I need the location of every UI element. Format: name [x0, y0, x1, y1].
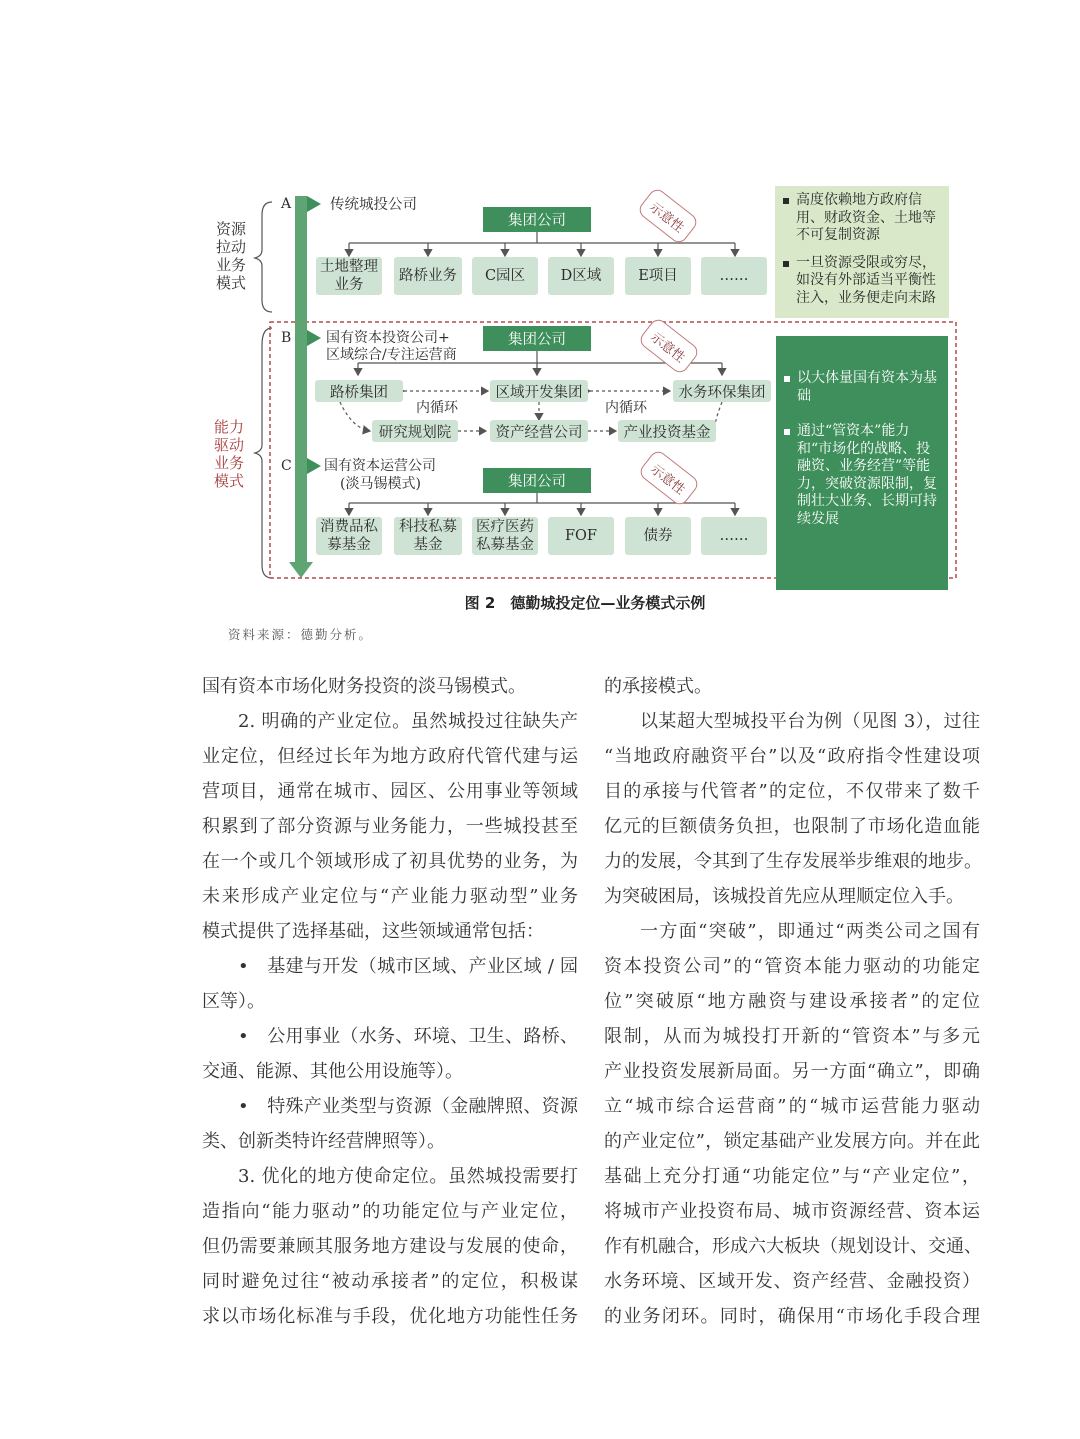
side-label-capability: 能力驱动业务模式 [214, 418, 245, 490]
note-capability-text-2: 通过“管资本”能力和“市场化的战略、投融资、业务经营”等能力，突破资源限制，复制壮大业务、长期可持续发展 [797, 423, 937, 527]
side-label-resource: 资源拉动业务模式 [216, 220, 247, 292]
left-line: • 特殊产业类型与资源（金融牌照、资源 [238, 1096, 578, 1117]
row-b-letter: B [281, 330, 292, 346]
row-a-box-5: E项目 [625, 257, 691, 295]
bullet-square-icon [784, 376, 790, 382]
right-line: “当地政府融资平台”以及“政府指令性建设项 [604, 746, 980, 767]
row-b-stamp: 示意性 [637, 316, 701, 376]
right-line: 立“城市综合运营商”的“城市运营能力驱动 [604, 1096, 980, 1117]
note-resource-text-2: 一旦资源受限或穷尽，如没有外部适当平衡性注入，业务便走向末路 [796, 254, 936, 306]
right-line: 的承接模式。 [604, 676, 712, 697]
row-a-box-1: 土地整理业务 [316, 257, 382, 295]
note-capability-item-1 [784, 370, 940, 405]
note-resource-item-2 [783, 255, 941, 308]
row-c-box-5: 债券 [625, 517, 691, 555]
left-line: 3. 优化的地方使命定位。虽然城投需要打 [238, 1166, 578, 1187]
figure-source: 资料来源：德勤分析。 [228, 627, 374, 642]
right-line: 力的发展，令其到了生存发展举步维艰的地步。 [604, 851, 982, 872]
row-a-box-4: D区域 [548, 257, 614, 295]
row-c-header: 集团公司 [483, 468, 591, 493]
text-column-left [202, 669, 578, 1334]
loop-label-right: 内循环 [605, 400, 647, 416]
bullet-square-icon [784, 429, 790, 435]
row-a-stamp: 示意性 [636, 186, 700, 246]
left-line: 同时避免过往“被动承接者”的定位，积极谋 [202, 1271, 578, 1292]
row-c-title-2: (淡马锡模式) [340, 476, 421, 492]
row-a-box-6: …… [701, 257, 767, 295]
row-a-box-3: C园区 [472, 257, 538, 295]
left-line: 区等）。 [202, 991, 265, 1012]
row-b-title-2: 区域综合/专注运营商 [326, 347, 457, 363]
note-resource-item-1 [783, 192, 941, 245]
right-line: 为突破困局，该城投首先应从理顺定位入手。 [604, 886, 964, 907]
left-line: 营项目，通常在城市、园区、公用事业等领域 [202, 781, 578, 802]
row-c-box-3: 医疗医药私募基金 [472, 517, 538, 555]
left-line: 求以市场化标准与手段，优化地方功能性任务 [202, 1306, 578, 1327]
right-line: 将城市产业投资布局、城市资源经营、资本运 [604, 1201, 980, 1222]
right-line: 目的承接与代管者”的定位，不仅带来了数千 [604, 781, 980, 802]
bullet-square-icon [783, 261, 789, 267]
row-c-box-6: …… [701, 517, 767, 555]
right-line: 资本投资公司”的“管资本能力驱动的功能定 [604, 956, 980, 977]
brace-top [255, 202, 272, 312]
node-industry-fund: 产业投资基金 [618, 420, 716, 442]
row-c-box-1: 消费品私募基金 [316, 517, 382, 555]
left-line: 积累到了部分资源与业务能力，一些城投甚至 [202, 816, 578, 837]
left-line: 造指向“能力驱动”的功能定位与产业定位， [202, 1201, 578, 1222]
node-research: 研究规划院 [372, 420, 458, 442]
right-line: 的产业定位”，锁定基础产业发展方向。并在此 [604, 1131, 980, 1152]
left-line: 未来形成产业定位与“产业能力驱动型”业务 [202, 886, 578, 907]
note-resource-text-1: 高度依赖地方政府信用、财政资金、土地等不可复制资源 [796, 192, 936, 243]
right-line: 位”突破原“地方融资与建设承接者”的定位 [604, 991, 980, 1012]
row-a-title: 传统城投公司 [330, 197, 417, 213]
row-b-header: 集团公司 [483, 326, 591, 351]
loop-label-left: 内循环 [416, 400, 458, 416]
right-line: 水务环境、区域开发、资产经营、金融投资） [604, 1271, 980, 1292]
left-line: 2. 明确的产业定位。虽然城投过往缺失产 [238, 711, 578, 732]
note-capability-item-2 [784, 423, 940, 528]
right-line: 一方面“突破”，即通过“两类公司之国有 [640, 921, 980, 942]
right-line: 亿元的巨额债务负担，也限制了市场化造血能 [604, 816, 980, 837]
note-capability [776, 336, 948, 590]
left-line: 业定位，但经过长年为地方政府代管代建与运 [202, 746, 578, 767]
bullet-square-icon [783, 198, 789, 204]
right-line: 基础上充分打通“功能定位”与“产业定位”， [604, 1166, 980, 1187]
row-a-header: 集团公司 [483, 207, 591, 232]
node-bridge-group: 路桥集团 [315, 380, 403, 402]
row-a-letter: A [281, 196, 292, 212]
right-line: 以某超大型城投平台为例（见图 3），过往 [640, 711, 980, 732]
row-c-box-4: FOF [548, 517, 614, 555]
left-line: 国有资本市场化财务投资的淡马锡模式。 [202, 676, 526, 697]
row-a-box-2: 路桥业务 [394, 257, 462, 295]
right-line: 产业投资发展新局面。另一方面“确立”，即确 [604, 1061, 980, 1082]
node-water-env: 水务环保集团 [673, 380, 771, 402]
node-regional-dev: 区域开发集团 [490, 380, 588, 402]
note-capability-text-1: 以大体量国有资本为基础 [797, 370, 937, 404]
left-line: 在一个或几个领域形成了初具优势的业务，为 [202, 851, 578, 872]
row-c-stamp: 示意性 [637, 448, 701, 508]
row-b-title-1: 国有资本投资公司+ [326, 330, 450, 346]
row-c-box-2: 科技私募基金 [394, 517, 462, 555]
left-line: 交通、能源、其他公用设施等）。 [202, 1061, 463, 1082]
row-c-title-1: 国有资本运营公司 [324, 458, 436, 474]
left-line: • 公用事业（水务、环境、卫生、路桥、 [238, 1026, 578, 1047]
left-line: • 基建与开发（城市区域、产业区域 / 园 [238, 956, 578, 977]
figure-caption: 图 2 德勤城投定位—业务模式示例 [464, 594, 706, 612]
right-line: 作有机融合，形成六大板块（规划设计、交通、 [604, 1236, 982, 1257]
node-asset-mgmt: 资产经营公司 [490, 420, 588, 442]
row-c-letter: C [281, 458, 292, 474]
left-line: 但仍需要兼顾其服务地方建设与发展的使命， [202, 1236, 578, 1257]
left-line: 模式提供了选择基础，这些领域通常包括： [202, 921, 544, 942]
text-column-right [604, 669, 980, 1334]
right-line: 限制，从而为城投打开新的“管资本”与多元 [604, 1026, 980, 1047]
right-line: 的业务闭环。同时，确保用“市场化手段合理 [604, 1306, 980, 1327]
note-resource [775, 186, 949, 318]
left-line: 类、创新类特许经营牌照等）。 [202, 1131, 445, 1152]
